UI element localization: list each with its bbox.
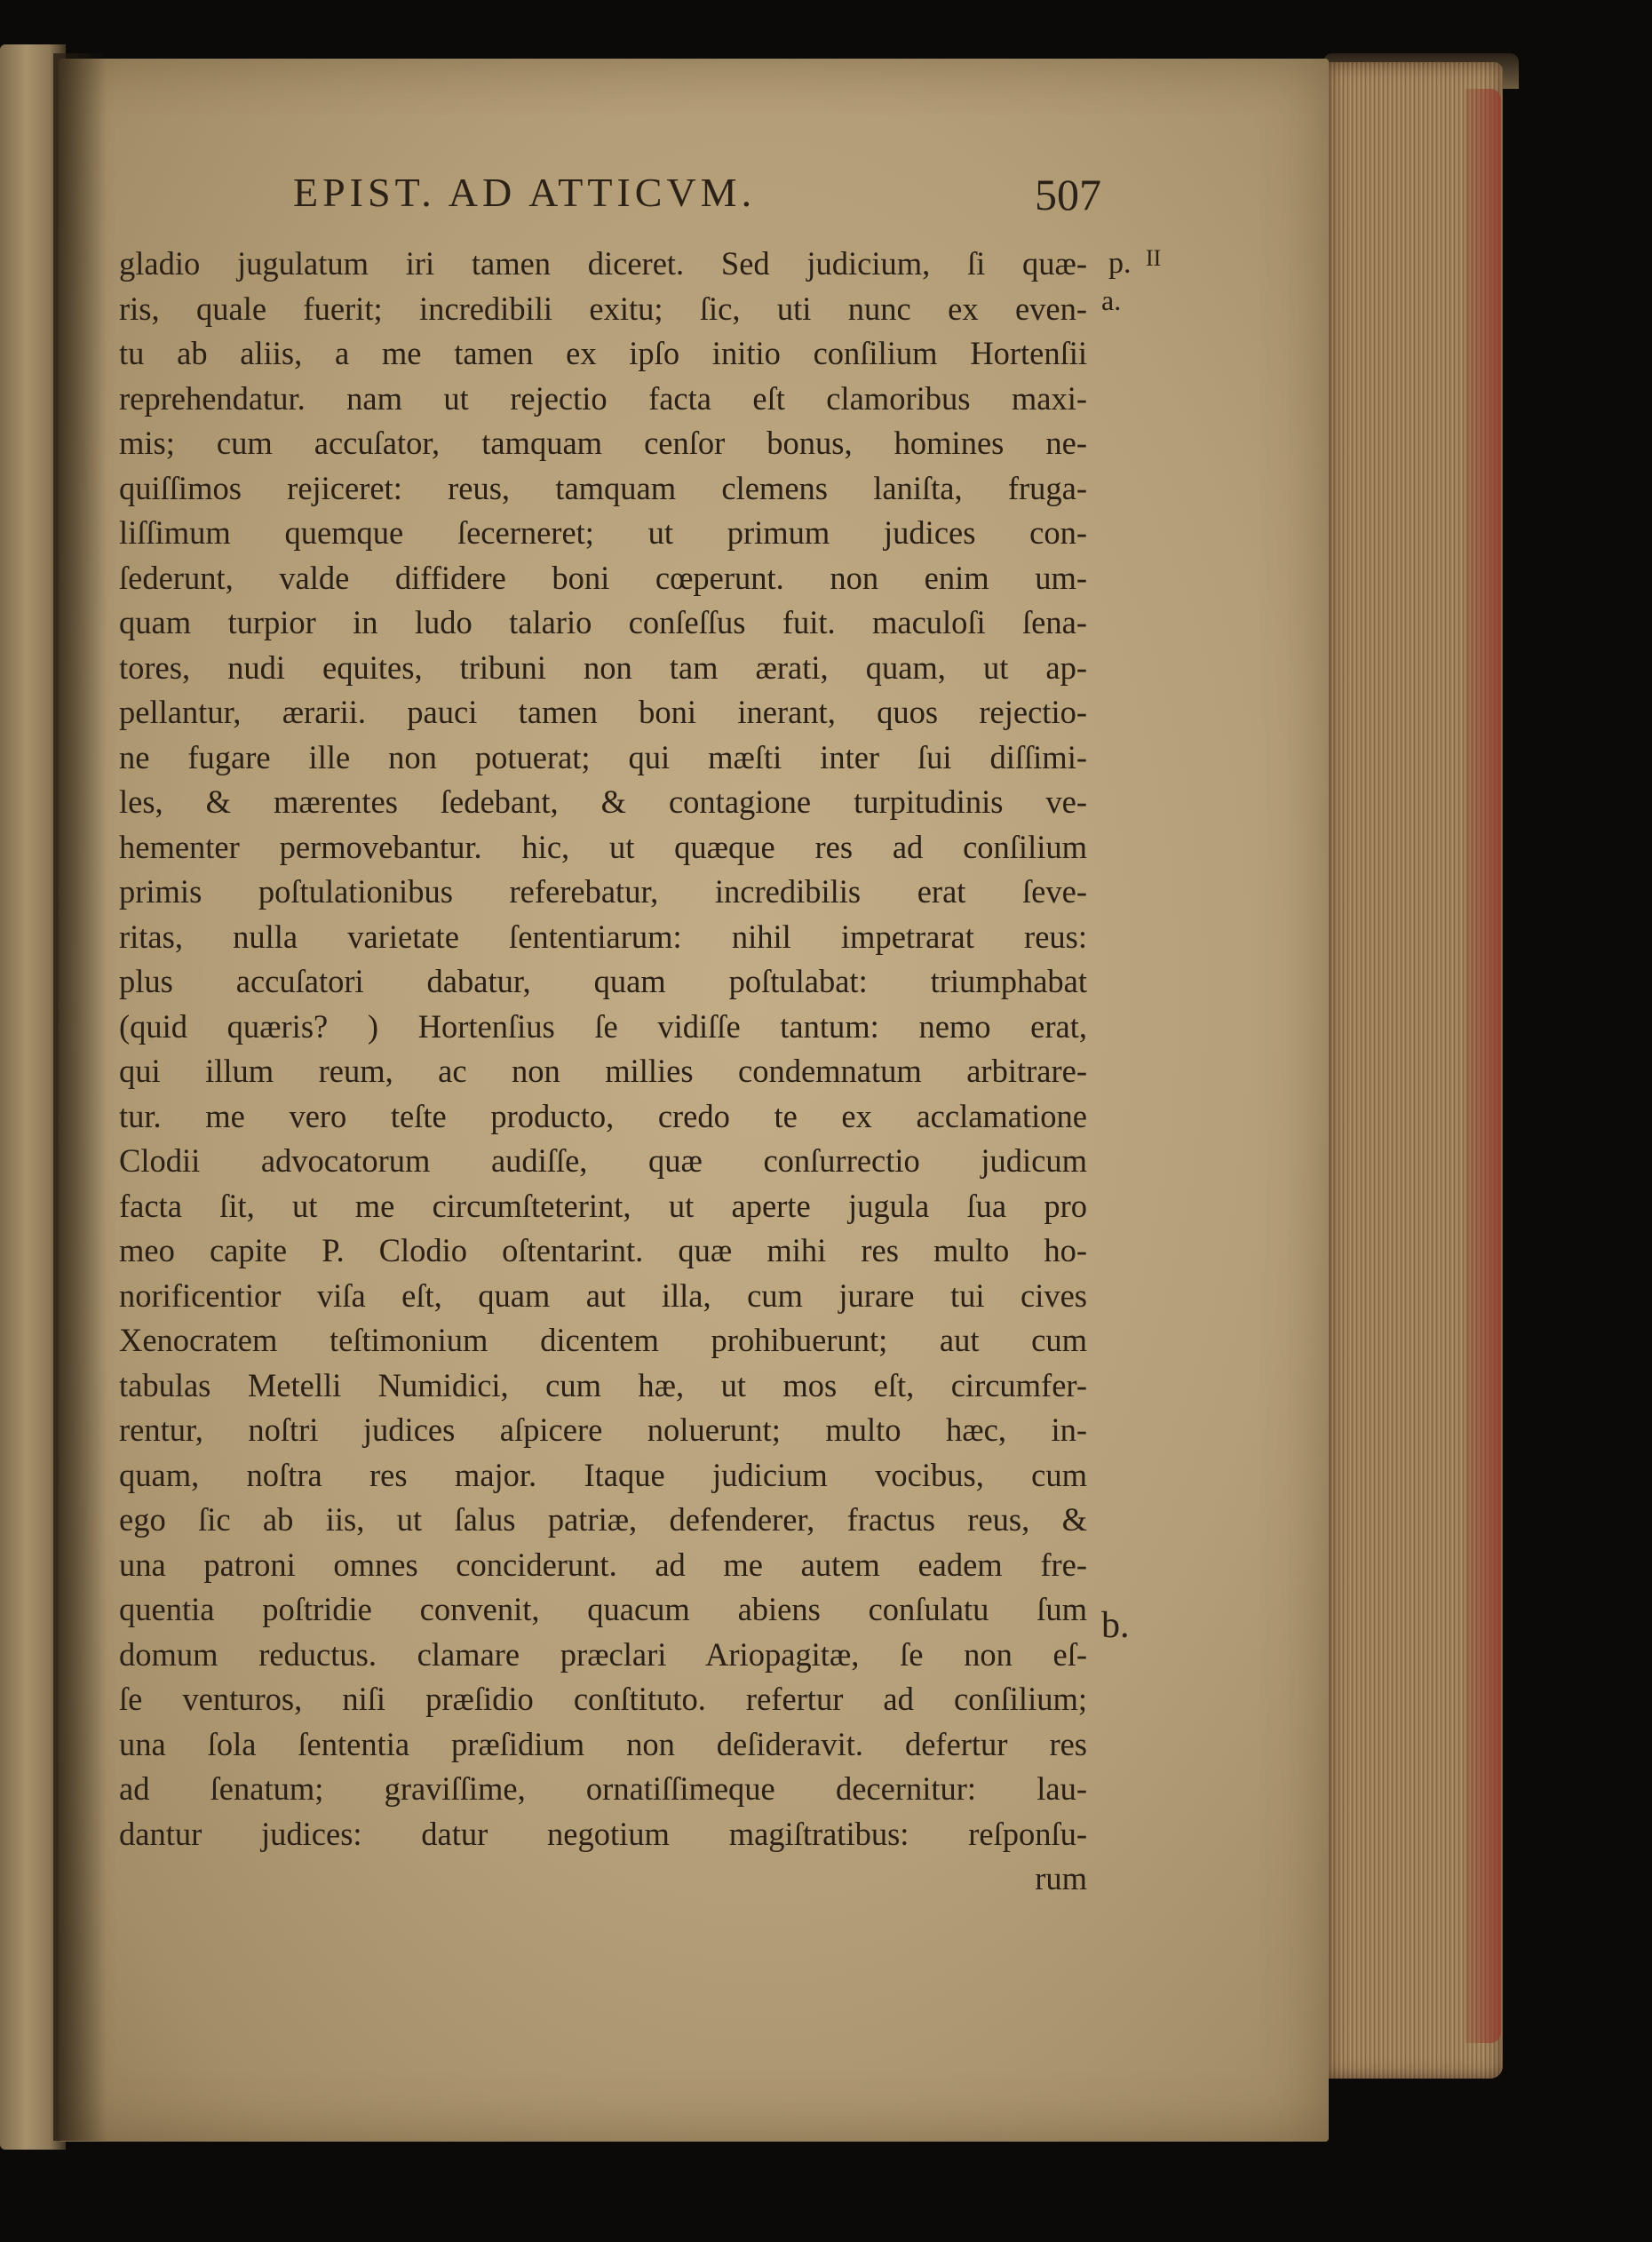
margin-note-p: p.	[1108, 247, 1132, 280]
text-line: ſe venturos, niſi præſidio conſtituto. refertur ad conſilium;	[119, 1681, 1087, 1717]
text-line: hementer permovebantur. hic, ut quæque res ad conſilium	[119, 828, 1087, 865]
text-line: meo capite P. Clodio oſtentarint. quæ mihi res multo ho-	[119, 1232, 1087, 1268]
text-line: tu ab aliis, a me tamen ex ipſo initio conſilium Hortenſii	[119, 335, 1087, 371]
text-line: mis; cum accuſator, tamquam cenſor bonus, homines ne-	[119, 425, 1087, 461]
text-line: rentur, noſtri judices aſpicere noluerunt; multo hæc, in-	[119, 1411, 1087, 1448]
text-line: ſederunt, valde diffidere boni cœperunt. non enim um-	[119, 559, 1087, 596]
margin-note-a: a.	[1101, 284, 1122, 316]
text-line: primis poſtulationibus referebatur, incredibilis erat ſeve-	[119, 873, 1087, 910]
text-line: (quid quæris? ) Hortenſius ſe vidiſſe tantum: nemo erat,	[119, 1007, 1087, 1045]
text-line: gladio jugulatum iri tamen diceret. Sed judicium, ſi quæ-	[119, 245, 1087, 282]
text-line: reprehendatur. nam ut rejectio facta eſt clamoribus maxi-	[119, 379, 1087, 417]
running-head: EPIST. AD ATTICVM.	[293, 170, 757, 215]
text-line: Xenocratem teſtimonium dicentem prohibuerunt; aut cum	[119, 1322, 1087, 1358]
text-line: norificentior viſa eſt, quam aut illa, cum jurare tui cives	[119, 1276, 1087, 1314]
margin-note-b: b.	[1101, 1605, 1130, 1646]
margin-note-ii: II	[1146, 245, 1162, 271]
text-line: quentia poſtridie convenit, quacum abiens conſulatu ſum	[119, 1591, 1087, 1627]
body-text	[119, 242, 1087, 1902]
text-line: quam, noſtra res major. Itaque judicium vocibus, cum	[119, 1456, 1087, 1493]
text-line: quiſſimos rejiceret: reus, tamquam clemens laniſta, fruga-	[119, 469, 1087, 506]
text-line: dantur judices: datur negotium magiſtratibus: reſponſu-	[119, 1815, 1087, 1852]
text-line: domum reductus. clamare præclari Ariopagitæ, ſe non eſ-	[119, 1635, 1087, 1673]
red-edge-tint	[1465, 89, 1501, 2043]
text-line: ris, quale fuerit; incredibili exitu; ſic, uti nunc ex even-	[119, 290, 1087, 327]
text-line: ne fugare ille non potuerat; qui mæſti inter ſui diſſimi-	[119, 738, 1087, 775]
text-line: pellantur, ærarii. pauci tamen boni inerant, quos rejectio-	[119, 694, 1087, 730]
text-line: ad ſenatum; graviſſime, ornatiſſimeque decernitur: lau-	[119, 1770, 1087, 1807]
text-line: les, & mærentes ſedebant, & contagione turpitudinis ve-	[119, 783, 1087, 820]
text-line: quam turpior in ludo talario conſeſſus fuit. maculoſi ſena-	[119, 604, 1087, 640]
text-line: una patroni omnes conciderunt. ad me autem eadem fre-	[119, 1546, 1087, 1583]
text-line: plus accuſatori dabatur, quam poſtulabat: triumphabat	[119, 963, 1087, 999]
text-line: qui illum reum, ac non millies condemnatum arbitrare-	[119, 1053, 1087, 1089]
text-line: ritas, nulla varietate ſententiarum: nihil impetrarat reus:	[119, 918, 1087, 955]
text-line: una ſola ſententia præſidium non deſideravit. defertur res	[119, 1725, 1087, 1762]
text-line: rum	[1035, 1860, 1087, 1896]
text-line: tur. me vero teſte producto, credo te ex acclamatione	[119, 1097, 1087, 1134]
page-number: 507	[1035, 170, 1101, 219]
gutter-shadow	[53, 53, 107, 2141]
text-line: liſſimum quemque ſecerneret; ut primum judices con-	[119, 514, 1087, 551]
text-line: tabulas Metelli Numidici, cum hæ, ut mos eſt, circumfer-	[119, 1366, 1087, 1403]
text-line: Clodii advocatorum audiſſe, quæ conſurrectio judicum	[119, 1142, 1087, 1179]
text-line: facta ſit, ut me circumſteterint, ut aperte jugula ſua pro	[119, 1187, 1087, 1224]
text-line: ego ſic ab iis, ut ſalus patriæ, defenderer, fractus reus, &	[119, 1501, 1087, 1538]
text-line: tores, nudi equites, tribuni non tam ærati, quam, ut ap-	[119, 648, 1087, 686]
